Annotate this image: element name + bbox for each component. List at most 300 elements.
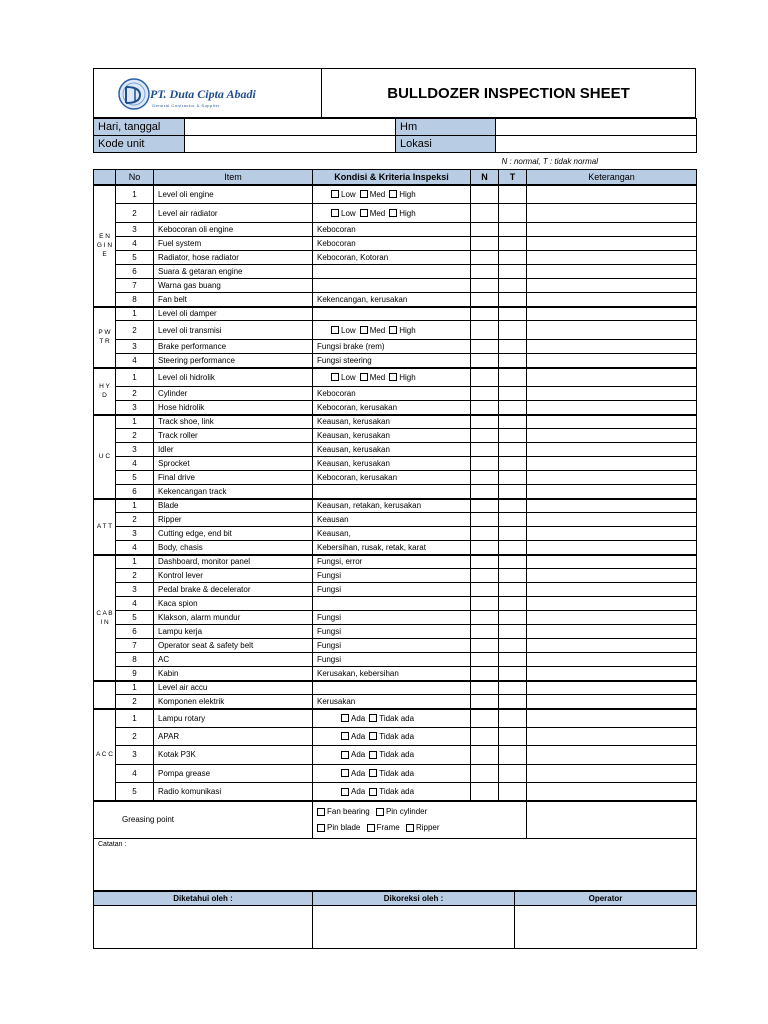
item-no: 1 <box>116 368 154 387</box>
n-check-cell[interactable] <box>471 695 499 709</box>
t-check-cell[interactable] <box>499 237 527 251</box>
table-row <box>94 527 697 541</box>
n-check-cell[interactable] <box>471 251 499 265</box>
frame-checkbox[interactable] <box>367 824 375 832</box>
item-kondisi: Keausan <box>313 513 471 527</box>
table-row <box>94 727 697 746</box>
med-checkbox[interactable] <box>360 190 368 198</box>
catatan-row <box>94 838 697 890</box>
section-label: P W T R <box>94 307 116 368</box>
n-check-cell[interactable] <box>471 237 499 251</box>
table-row <box>94 783 697 802</box>
item-name: Body, chasis <box>154 541 313 555</box>
n-check-cell[interactable] <box>471 667 499 681</box>
lokasi-field[interactable] <box>496 136 697 153</box>
item-no: 3 <box>116 583 154 597</box>
n-check-cell[interactable] <box>471 471 499 485</box>
t-check-cell[interactable] <box>499 368 527 387</box>
n-check-cell[interactable] <box>471 279 499 293</box>
ada-options <box>313 727 471 746</box>
t-check-cell[interactable] <box>499 709 527 728</box>
t-check-cell[interactable] <box>499 321 527 340</box>
high-checkbox[interactable] <box>389 373 397 381</box>
keterangan-cell[interactable] <box>527 401 697 415</box>
tidak-ada-label: Tidak ada <box>379 787 415 797</box>
item-kondisi: Fungsi <box>313 625 471 639</box>
table-row <box>94 185 697 204</box>
item-kondisi: Kebocoran <box>313 387 471 401</box>
item-no: 2 <box>116 204 154 223</box>
keterangan-cell[interactable] <box>527 321 697 340</box>
high-label: High <box>399 189 416 199</box>
t-check-cell[interactable] <box>499 293 527 307</box>
item-kondisi <box>313 279 471 293</box>
n-check-cell[interactable] <box>471 727 499 746</box>
item-kondisi: Kebocoran, kerusakan <box>313 401 471 415</box>
med-checkbox[interactable] <box>360 326 368 334</box>
item-name: Level oli transmisi <box>154 321 313 340</box>
item-kondisi <box>313 485 471 499</box>
item-name: Level air accu <box>154 681 313 695</box>
hari-tanggal-label: Hari, tanggal <box>94 119 185 136</box>
table-row <box>94 387 697 401</box>
item-name: Komponen elektrik <box>154 695 313 709</box>
n-check-cell[interactable] <box>471 457 499 471</box>
keterangan-cell[interactable] <box>527 709 697 728</box>
t-check-cell[interactable] <box>499 667 527 681</box>
item-name: APAR <box>154 727 313 746</box>
greasing-keterangan[interactable] <box>527 801 697 838</box>
t-check-cell[interactable] <box>499 681 527 695</box>
keterangan-cell[interactable] <box>527 727 697 746</box>
table-row <box>94 569 697 583</box>
table-row <box>94 611 697 625</box>
col-item: Item <box>154 170 313 185</box>
t-check-cell[interactable] <box>499 499 527 513</box>
med-label: Med <box>369 208 386 218</box>
low-label: Low <box>341 372 356 382</box>
section-label: C A B I N <box>94 555 116 681</box>
keterangan-cell[interactable] <box>527 625 697 639</box>
item-no: 3 <box>116 746 154 765</box>
keterangan-cell[interactable] <box>527 555 697 569</box>
keterangan-cell[interactable] <box>527 667 697 681</box>
t-check-cell[interactable] <box>499 223 527 237</box>
med-label: Med <box>369 189 386 199</box>
item-kondisi <box>313 265 471 279</box>
n-check-cell[interactable] <box>471 527 499 541</box>
t-check-cell[interactable] <box>499 764 527 783</box>
item-no: 2 <box>116 569 154 583</box>
table-row <box>94 485 697 499</box>
item-kondisi: Kerusakan <box>313 695 471 709</box>
t-check-cell[interactable] <box>499 457 527 471</box>
dikoreksi-signature-field[interactable] <box>313 905 515 948</box>
t-check-cell[interactable] <box>499 555 527 569</box>
item-no: 4 <box>116 541 154 555</box>
keterangan-cell[interactable] <box>527 681 697 695</box>
table-row <box>94 639 697 653</box>
n-check-cell[interactable] <box>471 223 499 237</box>
t-check-cell[interactable] <box>499 354 527 368</box>
item-kondisi <box>313 681 471 695</box>
section-label: E N G I N E <box>94 185 116 307</box>
kode-unit-label: Kode unit <box>94 136 185 153</box>
n-check-cell[interactable] <box>471 204 499 223</box>
keterangan-cell[interactable] <box>527 354 697 368</box>
diketahui-signature-field[interactable] <box>94 905 313 948</box>
t-check-cell[interactable] <box>499 541 527 555</box>
high-checkbox[interactable] <box>389 326 397 334</box>
pin-blade-label: Pin blade <box>327 822 361 832</box>
n-check-cell[interactable] <box>471 387 499 401</box>
ada-checkbox[interactable] <box>341 769 349 777</box>
t-check-cell[interactable] <box>499 204 527 223</box>
keterangan-cell[interactable] <box>527 527 697 541</box>
frame-label: Frame <box>376 822 400 832</box>
item-kondisi: Kebersihan, rusak, retak, karat <box>313 541 471 555</box>
item-no: 4 <box>116 457 154 471</box>
hm-field[interactable] <box>496 119 697 136</box>
item-name: Lampu rotary <box>154 709 313 728</box>
t-check-cell[interactable] <box>499 387 527 401</box>
item-name: Sprocket <box>154 457 313 471</box>
keterangan-cell[interactable] <box>527 340 697 354</box>
t-check-cell[interactable] <box>499 746 527 765</box>
t-check-cell[interactable] <box>499 783 527 802</box>
ada-label: Ada <box>351 768 366 778</box>
n-check-cell[interactable] <box>471 354 499 368</box>
item-name: Dashboard, monitor panel <box>154 555 313 569</box>
col-t: T <box>499 170 527 185</box>
item-no: 4 <box>116 237 154 251</box>
col-keterangan: Keterangan <box>527 170 697 185</box>
keterangan-cell[interactable] <box>527 746 697 765</box>
t-check-cell[interactable] <box>499 265 527 279</box>
n-check-cell[interactable] <box>471 625 499 639</box>
level-options <box>313 321 471 340</box>
item-no: 4 <box>116 764 154 783</box>
n-check-cell[interactable] <box>471 639 499 653</box>
item-name: Pedal brake & decelerator <box>154 583 313 597</box>
item-name: Kekencangan track <box>154 485 313 499</box>
item-no: 2 <box>116 695 154 709</box>
fan-bearing-checkbox[interactable] <box>317 808 325 816</box>
item-no: 4 <box>116 354 154 368</box>
keterangan-cell[interactable] <box>527 307 697 321</box>
t-check-cell[interactable] <box>499 653 527 667</box>
n-check-cell[interactable] <box>471 368 499 387</box>
item-name: Fan belt <box>154 293 313 307</box>
catatan-label: Catatan : <box>98 840 127 848</box>
item-name: Level oli damper <box>154 307 313 321</box>
ada-checkbox[interactable] <box>341 732 349 740</box>
t-check-cell[interactable] <box>499 340 527 354</box>
item-name: Kaca spion <box>154 597 313 611</box>
keterangan-cell[interactable] <box>527 368 697 387</box>
col-no: No <box>116 170 154 185</box>
t-check-cell[interactable] <box>499 185 527 204</box>
keterangan-cell[interactable] <box>527 541 697 555</box>
keterangan-cell[interactable] <box>527 279 697 293</box>
fan-bearing-label: Fan bearing <box>327 806 370 816</box>
item-name: Steering performance <box>154 354 313 368</box>
keterangan-cell[interactable] <box>527 293 697 307</box>
keterangan-cell[interactable] <box>527 485 697 499</box>
tidak-ada-checkbox[interactable] <box>369 732 377 740</box>
item-no: 9 <box>116 667 154 681</box>
low-checkbox[interactable] <box>331 209 339 217</box>
n-check-cell[interactable] <box>471 415 499 429</box>
t-check-cell[interactable] <box>499 279 527 293</box>
legend-note: N : normal, T : tidak normal <box>501 157 598 166</box>
company-name: PT. Duta Cipta Abadi <box>150 87 256 101</box>
low-checkbox[interactable] <box>331 326 339 334</box>
keterangan-cell[interactable] <box>527 185 697 204</box>
item-name: Radiator, hose radiator <box>154 251 313 265</box>
item-name: Brake performance <box>154 340 313 354</box>
n-check-cell[interactable] <box>471 265 499 279</box>
pin-cylinder-checkbox[interactable] <box>376 808 384 816</box>
item-kondisi: Keausan, kerusakan <box>313 443 471 457</box>
keterangan-cell[interactable] <box>527 569 697 583</box>
kode-unit-field[interactable] <box>185 136 396 153</box>
tidak-ada-checkbox[interactable] <box>369 769 377 777</box>
t-check-cell[interactable] <box>499 597 527 611</box>
n-check-cell[interactable] <box>471 541 499 555</box>
keterangan-cell[interactable] <box>527 223 697 237</box>
ada-checkbox[interactable] <box>341 714 349 722</box>
n-check-cell[interactable] <box>471 513 499 527</box>
item-no: 3 <box>116 223 154 237</box>
table-row <box>94 513 697 527</box>
table-row <box>94 223 697 237</box>
keterangan-cell[interactable] <box>527 265 697 279</box>
keterangan-cell[interactable] <box>527 783 697 802</box>
keterangan-cell[interactable] <box>527 443 697 457</box>
item-name: Idler <box>154 443 313 457</box>
n-check-cell[interactable] <box>471 321 499 340</box>
item-name: AC <box>154 653 313 667</box>
table-row <box>94 237 697 251</box>
n-check-cell[interactable] <box>471 307 499 321</box>
n-check-cell[interactable] <box>471 429 499 443</box>
t-check-cell[interactable] <box>499 583 527 597</box>
keterangan-cell[interactable] <box>527 204 697 223</box>
t-check-cell[interactable] <box>499 401 527 415</box>
n-check-cell[interactable] <box>471 185 499 204</box>
ripper-checkbox[interactable] <box>406 824 414 832</box>
item-kondisi <box>313 597 471 611</box>
item-kondisi: Fungsi, error <box>313 555 471 569</box>
item-kondisi: Kerusakan, kebersihan <box>313 667 471 681</box>
table-row <box>94 667 697 681</box>
table-row <box>94 541 697 555</box>
n-check-cell[interactable] <box>471 681 499 695</box>
greasing-row <box>94 801 697 838</box>
ada-checkbox[interactable] <box>341 788 349 796</box>
item-kondisi: Kebocoran <box>313 237 471 251</box>
item-no: 2 <box>116 321 154 340</box>
tidak-ada-checkbox[interactable] <box>369 751 377 759</box>
item-no: 3 <box>116 401 154 415</box>
item-kondisi: Kekencangan, kerusakan <box>313 293 471 307</box>
n-check-cell[interactable] <box>471 499 499 513</box>
tidak-ada-checkbox[interactable] <box>369 788 377 796</box>
operator-signature-field[interactable] <box>515 905 697 948</box>
high-checkbox[interactable] <box>389 190 397 198</box>
inspection-table <box>93 169 697 891</box>
item-kondisi: Fungsi <box>313 639 471 653</box>
t-check-cell[interactable] <box>499 569 527 583</box>
item-name: Kontrol lever <box>154 569 313 583</box>
item-name: Klakson, alarm mundur <box>154 611 313 625</box>
table-row <box>94 764 697 783</box>
item-kondisi: Keausan, retakan, kerusakan <box>313 499 471 513</box>
signature-table <box>93 891 697 949</box>
item-name: Final drive <box>154 471 313 485</box>
t-check-cell[interactable] <box>499 639 527 653</box>
keterangan-cell[interactable] <box>527 597 697 611</box>
n-check-cell[interactable] <box>471 340 499 354</box>
med-checkbox[interactable] <box>360 209 368 217</box>
inspection-sheet <box>93 68 696 949</box>
item-name: Track roller <box>154 429 313 443</box>
n-check-cell[interactable] <box>471 709 499 728</box>
item-no: 2 <box>116 513 154 527</box>
n-check-cell[interactable] <box>471 443 499 457</box>
item-name: Cylinder <box>154 387 313 401</box>
low-label: Low <box>341 325 356 335</box>
keterangan-cell[interactable] <box>527 471 697 485</box>
greasing-options <box>313 801 527 838</box>
item-name: Radio komunikasi <box>154 783 313 802</box>
keterangan-cell[interactable] <box>527 513 697 527</box>
item-name: Kebocoran oli engine <box>154 223 313 237</box>
n-check-cell[interactable] <box>471 555 499 569</box>
sheet-header <box>93 68 696 118</box>
t-check-cell[interactable] <box>499 471 527 485</box>
section-label <box>94 681 116 709</box>
item-no: 5 <box>116 611 154 625</box>
low-checkbox[interactable] <box>331 190 339 198</box>
high-checkbox[interactable] <box>389 209 397 217</box>
pin-blade-checkbox[interactable] <box>317 824 325 832</box>
high-label: High <box>399 325 416 335</box>
tidak-ada-label: Tidak ada <box>379 768 415 778</box>
keterangan-cell[interactable] <box>527 387 697 401</box>
info-table <box>93 118 697 153</box>
item-no: 1 <box>116 185 154 204</box>
table-row <box>94 401 697 415</box>
item-no: 3 <box>116 443 154 457</box>
t-check-cell[interactable] <box>499 485 527 499</box>
section-label: H Y D <box>94 368 116 415</box>
item-no: 5 <box>116 783 154 802</box>
n-check-cell[interactable] <box>471 569 499 583</box>
table-row <box>94 415 697 429</box>
keterangan-cell[interactable] <box>527 457 697 471</box>
n-check-cell[interactable] <box>471 583 499 597</box>
t-check-cell[interactable] <box>499 429 527 443</box>
n-check-cell[interactable] <box>471 597 499 611</box>
table-row <box>94 681 697 695</box>
keterangan-cell[interactable] <box>527 499 697 513</box>
n-check-cell[interactable] <box>471 653 499 667</box>
table-row <box>94 695 697 709</box>
table-row <box>94 265 697 279</box>
n-check-cell[interactable] <box>471 611 499 625</box>
t-check-cell[interactable] <box>499 251 527 265</box>
ada-checkbox[interactable] <box>341 751 349 759</box>
item-no: 6 <box>116 625 154 639</box>
med-label: Med <box>369 325 386 335</box>
hari-tanggal-field[interactable] <box>185 119 396 136</box>
item-name: Level oli engine <box>154 185 313 204</box>
keterangan-cell[interactable] <box>527 251 697 265</box>
table-row <box>94 555 697 569</box>
operator-label: Operator <box>515 891 697 905</box>
t-check-cell[interactable] <box>499 307 527 321</box>
n-check-cell[interactable] <box>471 293 499 307</box>
ada-label: Ada <box>351 713 366 723</box>
ripper-label: Ripper <box>415 822 440 832</box>
n-check-cell[interactable] <box>471 783 499 802</box>
keterangan-cell[interactable] <box>527 415 697 429</box>
n-check-cell[interactable] <box>471 401 499 415</box>
t-check-cell[interactable] <box>499 415 527 429</box>
keterangan-cell[interactable] <box>527 429 697 443</box>
catatan-field[interactable] <box>94 838 697 890</box>
item-no: 1 <box>116 555 154 569</box>
keterangan-cell[interactable] <box>527 237 697 251</box>
t-check-cell[interactable] <box>499 727 527 746</box>
item-no: 8 <box>116 653 154 667</box>
keterangan-cell[interactable] <box>527 639 697 653</box>
n-check-cell[interactable] <box>471 485 499 499</box>
item-kondisi: Kebocoran, Kotoran <box>313 251 471 265</box>
table-row <box>94 368 697 387</box>
tidak-ada-checkbox[interactable] <box>369 714 377 722</box>
t-check-cell[interactable] <box>499 527 527 541</box>
ada-options <box>313 709 471 728</box>
t-check-cell[interactable] <box>499 513 527 527</box>
level-options <box>313 368 471 387</box>
ada-label: Ada <box>351 787 366 797</box>
n-check-cell[interactable] <box>471 746 499 765</box>
ada-options <box>313 746 471 765</box>
t-check-cell[interactable] <box>499 611 527 625</box>
n-check-cell[interactable] <box>471 764 499 783</box>
high-label: High <box>399 208 416 218</box>
item-name: Warna gas buang <box>154 279 313 293</box>
item-name: Lampu kerja <box>154 625 313 639</box>
keterangan-cell[interactable] <box>527 695 697 709</box>
keterangan-cell[interactable] <box>527 764 697 783</box>
keterangan-cell[interactable] <box>527 583 697 597</box>
keterangan-cell[interactable] <box>527 611 697 625</box>
keterangan-cell[interactable] <box>527 653 697 667</box>
item-name: Kotak P3K <box>154 746 313 765</box>
item-name: Level oli hidrolik <box>154 368 313 387</box>
item-kondisi: Fungsi <box>313 611 471 625</box>
med-checkbox[interactable] <box>360 373 368 381</box>
t-check-cell[interactable] <box>499 625 527 639</box>
t-check-cell[interactable] <box>499 443 527 457</box>
low-checkbox[interactable] <box>331 373 339 381</box>
t-check-cell[interactable] <box>499 695 527 709</box>
item-no: 8 <box>116 293 154 307</box>
